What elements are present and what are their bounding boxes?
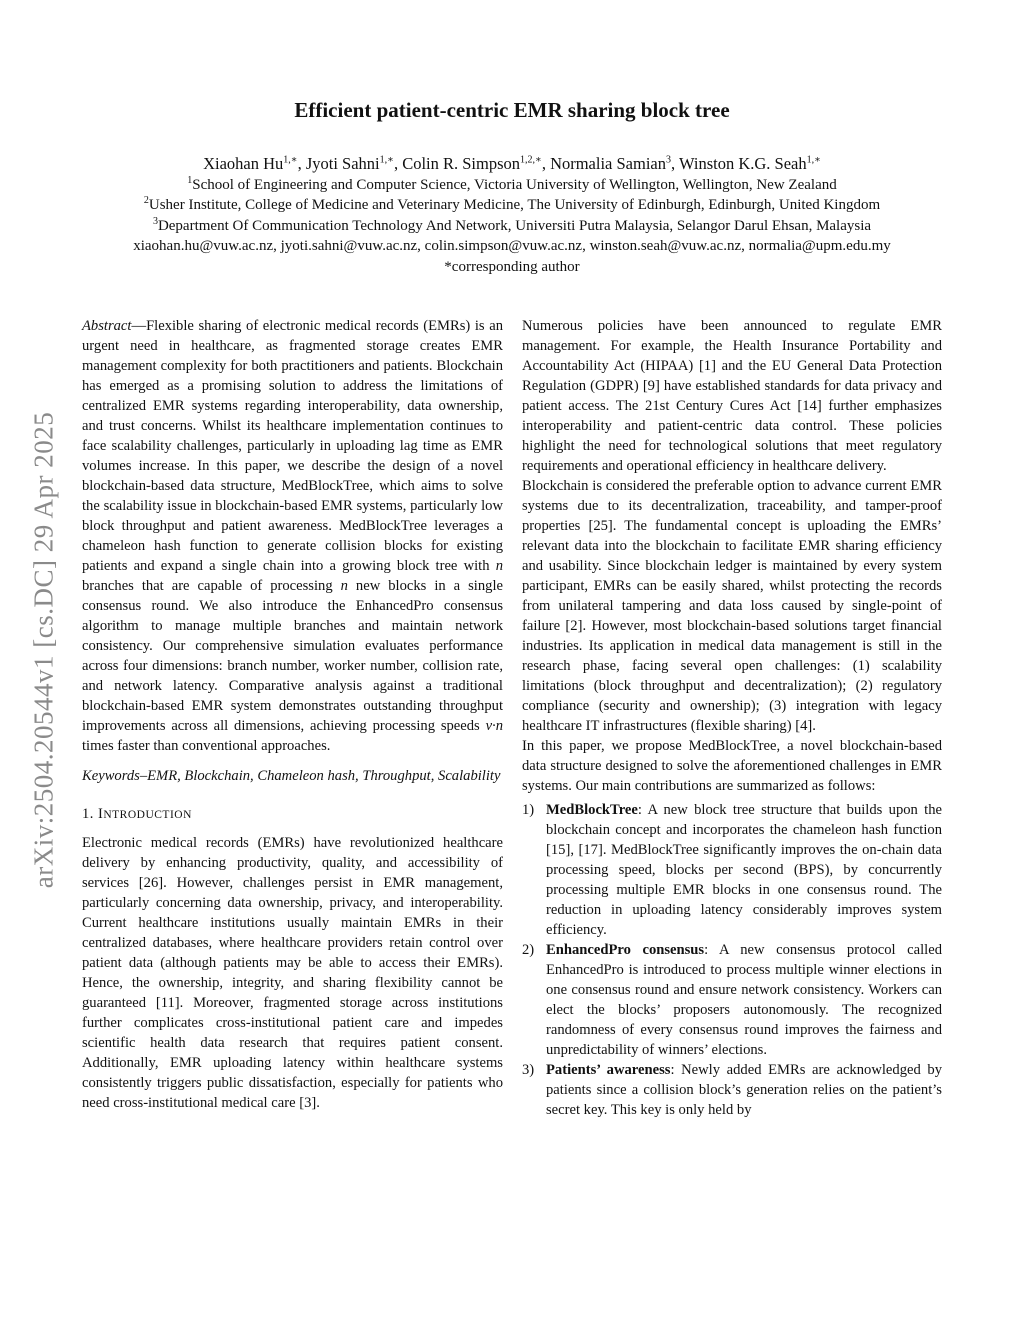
affiliation: $^3$Department Of Communication Technology And Network, Universiti Putra Malaysia, Selangor Darul Ehsan, Malaysia <box>152 215 872 234</box>
body-paragraph: Numerous policies have been announced to regulate EMR management. For example, the Health Insurance Portability and Accountability Act (HIPAA) [1] and the EU General Data Protection Regulation (GDPR) [9] have established standards for data privacy and patient access. The 21st Century Cures Act [14] further emphasizes interoperability and patient-centric data control. These policies highlight the need for technological solutions that meet regulatory requirements and operational efficiency in healthcare delivery. <box>522 318 942 474</box>
contribution-item: 3) Patients’ awareness: Newly added EMRs are acknowledged by patients since a collision block’s generation relies on the patient’s secret key. This key is only held by <box>522 1062 942 1118</box>
body-paragraph: Blockchain is considered the preferable option to advance current EMR systems due to its decentralization, traceability, and tamper-proof properties [25]. The fundamental concept is uploading the EMRs’ relevant data into the blockchain to facilitate EMR sharing efficiency and usability. Since blockchain ledger is maintained by every system participant, EMRs can be easily shared, whilst protecting the records from unilateral tampering and data loss caused by single-point of failure [2]. However, most blockchain-based solutions target financial industries. Its application in medical data management is still in the research phase, facing several open challenges: (1) scalability limitations (block throughput and decentralization); (2) regulatory compliance (security and ownership); (3) integration with legacy healthcare IT infrastructures (flexible sharing) [4]. <box>522 478 942 734</box>
left-column <box>82 316 503 1113</box>
author-sup: 1,∗ <box>806 154 821 166</box>
affiliation: $^1$School of Engineering and Computer Science, Victoria University of Wellington, Wellington, New Zealand <box>187 174 837 193</box>
author-sup: 1,∗ <box>379 154 394 166</box>
author-sup: 3 <box>666 154 671 166</box>
paper-title: Efficient patient-centric EMR sharing block tree <box>294 98 730 122</box>
contribution-list <box>522 800 942 1120</box>
section-heading-introduction: 1. INTRODUCTION <box>82 806 192 822</box>
math-n: n <box>340 578 348 594</box>
introduction-paragraph: Electronic medical records (EMRs) have revolutionized healthcare delivery by enhancing productivity, quality, and accessibility of services [26]. However, challenges persist in EMR management, particularly concerning data ownership, privacy, and interoperability. Current healthcare institutions usually maintain EMRs in their centralized databases, where healthcare providers retain control over patient data (although patients may be able to access their EMRs). Hence, the ownership, integrity, and sharing flexibility cannot be guaranteed [11]. Moreover, fragmented storage across institutions further complicates cross-institutional patient care and impedes scientific health data research that requires patient consent. Additionally, EMR uploading latency within healthcare systems consistently triggers public dissatisfaction, especially for patients who need cross-institutional medical care [3]. <box>82 835 503 1111</box>
author-sup: 1,∗ <box>283 154 298 166</box>
abstract-label: Abstract <box>82 318 132 334</box>
affiliation: $^2$Usher Institute, College of Medicine and Veterinary Medicine, The University of Edinburgh, Edinburgh, United Kingdom <box>143 195 881 213</box>
abstract: Abstract—Flexible sharing of electronic medical records (EMRs) is an urgent need in healthcare, as fragmented storage creates EMR management complexity for both practitioners and patients. Blockchain has emerged as a promising solution to address the limitations of centralized EMR systems regarding interoperability, data ownership, and trust concerns. Whilst its healthcare implementation continues to face scalability challenges, particularly in uploading lag time as EMR volumes increase. In this paper, we describe the design of a novel blockchain-based data structure, MedBlockTree, which aims to solve the scalability issue in blockchain-based EMR systems, particularly low block throughput and patient awareness. MedBlockTree leverages a chameleon hash function to generate collision blocks for existing patients and expand a single chain into a growing block tree with n branches that are capable of processing n new blocks in a single consensus round. We also introduce the EnhancedPro consensus algorithm to manage multiple branches and maintain network consistency. Our comprehensive simulation evaluates performance across four dimensions: branch number, worker number, collision rate, and network latency. Comparative analysis against a traditional blockchain-based EMR system demonstrates outstanding throughput improvements across all dimensions, achieving processing speeds ν·n times faster than conventional approaches. <box>82 318 503 754</box>
math-n: n <box>495 558 503 574</box>
corresponding-note: *corresponding author <box>444 258 580 275</box>
author-name: Winston K.G. Seah <box>678 154 807 173</box>
body-paragraph: In this paper, we propose MedBlockTree, a novel blockchain-based data structure designed to solve the aforementioned challenges in EMR systems. Our main contributions are summarized as follows: <box>522 738 942 794</box>
author-name: Xiaohan Hu <box>203 154 284 173</box>
author-name: Colin R. Simpson <box>402 154 521 173</box>
contribution-item: 2) EnhancedPro consensus: A new consensus protocol called EnhancedPro is introduced to process multiple winner elections in one consensus round and ensure network consistency. Workers can elect the blocks’ proposers autonomously. The recognized randomness of every consensus round improves the fairness and unpredictability of winners’ elections. <box>522 942 942 1058</box>
contribution-item: 1) MedBlockTree: A new block tree structure that builds upon the blockchain concept and incorporates the chameleon hash function [15], [17]. MedBlockTree significantly improves the on-chain data processing speed, blocks per second (BPS), by concurrently processing multiple EMR blocks in one consensus round. The reduction in uploading latency considerably improves system efficiency. <box>522 802 942 938</box>
keywords: Keywords–EMR, Blockchain, Chameleon hash, Throughput, Scalability <box>82 768 501 784</box>
author-sup: 1,2,∗ <box>520 154 542 166</box>
email-list[interactable]: xiaohan.hu@vuw.ac.nz, jyoti.sahni@vuw.ac.nz, colin.simpson@vuw.ac.nz, winston.seah@vuw.ac.nz, normalia@upm.edu.my <box>133 238 891 254</box>
author-name: Normalia Samian <box>550 154 666 173</box>
author-block <box>0 154 1024 277</box>
right-column <box>522 316 942 1120</box>
author-name: Jyoti Sahni <box>305 154 380 173</box>
arxiv-identifier-stamp[interactable]: arXiv:2504.20544v1 [cs.DC] 29 Apr 2025 <box>28 411 59 889</box>
math-speed: ν·n <box>485 718 503 734</box>
author-list: Xiaohan $Hu^{1,∗}$, Jyoti Sahni$^{1,∗}$, Colin R. Simpson$^{1,2,∗}$, Normalia Samian$^3$, Winston K.G. Seah$^{1,∗}$ <box>203 154 821 173</box>
